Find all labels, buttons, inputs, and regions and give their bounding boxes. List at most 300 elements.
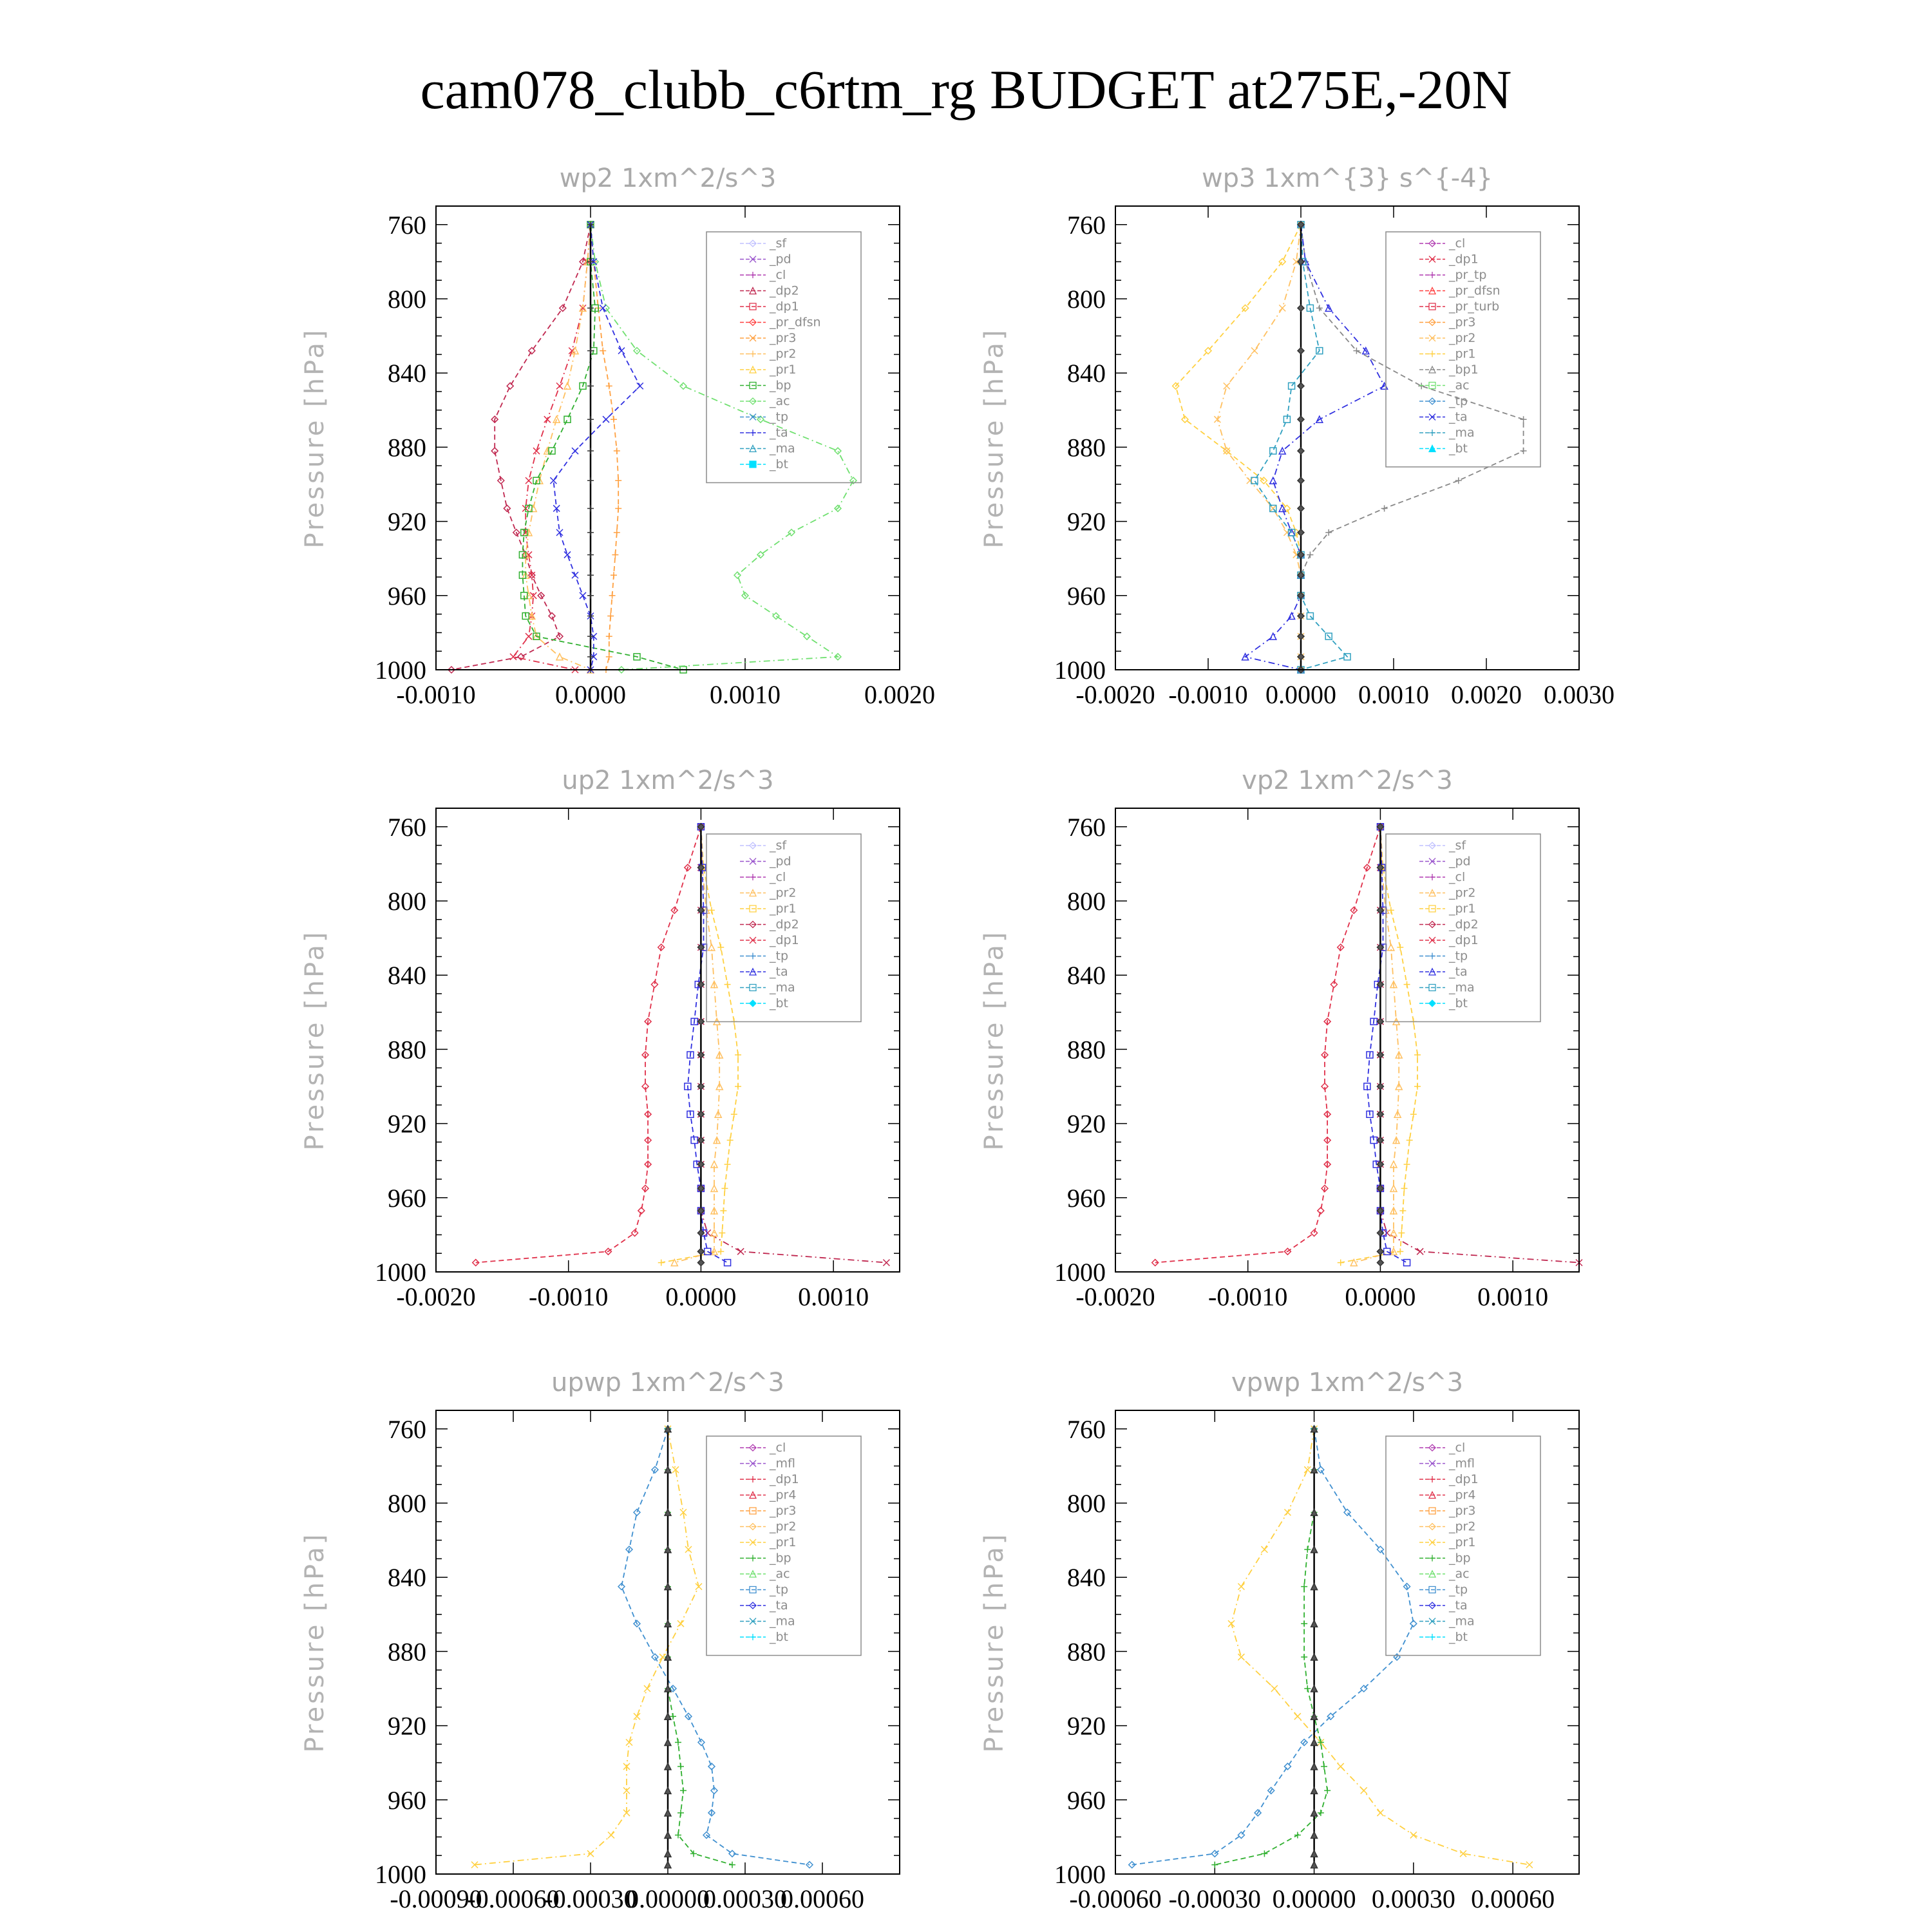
- data-point: [1301, 1584, 1307, 1590]
- data-point: [1228, 1620, 1235, 1627]
- data-point: [618, 348, 625, 354]
- legend-label: _cl: [1449, 870, 1466, 884]
- data-point: [1377, 1248, 1383, 1255]
- y-tick-label: 920: [388, 1109, 426, 1139]
- x-tick-label: 0.0010: [798, 1282, 869, 1311]
- data-point: [1307, 551, 1313, 558]
- legend-label: _ta: [770, 426, 788, 440]
- data-point: [1298, 416, 1304, 422]
- legend-label: _pr_dfsn: [1449, 283, 1501, 298]
- legend-label: _sf: [770, 838, 787, 853]
- data-point: [737, 1248, 744, 1255]
- x-tick-label: -0.0020: [1075, 680, 1155, 709]
- data-point: [734, 572, 741, 578]
- legend-label: _bt: [770, 996, 789, 1010]
- data-point: [658, 1260, 665, 1266]
- panel-title: upwp 1xm^2/s^3: [551, 1368, 784, 1397]
- legend-label: _pd: [1449, 854, 1471, 869]
- legend-label: _tp: [1449, 394, 1468, 408]
- data-point: [804, 633, 810, 639]
- x-tick-label: -0.00030: [544, 1884, 637, 1913]
- data-point: [1414, 1083, 1421, 1090]
- data-point: [564, 383, 571, 389]
- data-point: [1455, 477, 1462, 484]
- data-point: [721, 1185, 728, 1191]
- legend-label: _dp1: [770, 1472, 799, 1486]
- data-point: [1289, 612, 1295, 619]
- legend-marker: [750, 1634, 756, 1640]
- y-tick-label: 960: [388, 1183, 426, 1213]
- y-tick-label: 760: [388, 812, 426, 842]
- data-point: [564, 416, 571, 422]
- legend-label: _pd: [770, 854, 791, 869]
- series-line-pr2: [526, 225, 591, 670]
- data-point: [544, 416, 551, 422]
- data-point: [587, 305, 594, 311]
- legend-label: _ac: [770, 1567, 790, 1581]
- plot-frame: [1115, 808, 1579, 1272]
- legend-marker: [750, 351, 756, 357]
- data-point: [1381, 505, 1388, 511]
- data-point: [553, 416, 560, 422]
- series-line-pr2: [1354, 827, 1399, 1263]
- data-point: [1398, 1230, 1405, 1236]
- data-point: [1311, 1685, 1318, 1692]
- series-line-pr3: [591, 225, 618, 670]
- legend-label: _ac: [1449, 378, 1470, 393]
- legend-marker: [1429, 1634, 1435, 1640]
- x-tick-label: 0.0000: [1265, 680, 1336, 709]
- legend-label: _ma: [770, 980, 795, 995]
- data-point: [533, 448, 540, 454]
- data-point: [612, 551, 618, 558]
- legend-label: _dp1: [1449, 1472, 1479, 1486]
- plot-frame: [1115, 1410, 1579, 1874]
- x-tick-label: -0.0010: [1168, 680, 1248, 709]
- data-point: [1298, 529, 1304, 536]
- data-point: [1294, 1713, 1301, 1719]
- legend-label: _pr3: [770, 1504, 797, 1518]
- legend-label: _bp: [770, 1551, 791, 1566]
- legend-label: _ta: [1449, 1598, 1468, 1613]
- legend-label: _tp: [770, 949, 789, 963]
- data-point: [1397, 944, 1403, 951]
- chart-panel-1: [300, 164, 935, 709]
- x-tick-label: 0.00060: [1471, 1884, 1555, 1913]
- data-point: [1410, 1111, 1417, 1117]
- series-line-tp: [1132, 1429, 1414, 1865]
- legend-marker: [750, 272, 756, 278]
- data-point: [1298, 505, 1304, 511]
- legend-label: _dp1: [1449, 252, 1479, 267]
- data-point: [1247, 477, 1253, 484]
- series-line-dp1: [513, 225, 591, 670]
- legend: [1386, 232, 1540, 467]
- data-point: [1418, 383, 1425, 389]
- legend-label: _cl: [770, 870, 786, 884]
- legend-label: _pr4: [1449, 1488, 1476, 1502]
- data-point: [717, 1248, 724, 1255]
- data-point: [735, 1083, 741, 1090]
- legend-label: _pr3: [770, 331, 797, 345]
- data-point: [504, 505, 510, 511]
- series-line-bp: [522, 225, 683, 670]
- x-tick-label: -0.00030: [1168, 1884, 1261, 1913]
- data-point: [883, 1260, 889, 1266]
- data-point: [773, 612, 779, 619]
- y-tick-label: 1000: [375, 1860, 426, 1889]
- data-point: [1224, 448, 1230, 454]
- x-tick-label: 0.0010: [710, 680, 781, 709]
- data-point: [665, 1832, 671, 1839]
- x-tick-label: 0.00000: [1272, 1884, 1356, 1913]
- data-point: [615, 505, 621, 511]
- data-point: [697, 1260, 704, 1266]
- data-point: [724, 1260, 731, 1266]
- data-point: [1316, 305, 1323, 311]
- data-point: [1284, 1509, 1291, 1515]
- data-point: [835, 448, 841, 454]
- data-point: [1311, 1620, 1318, 1627]
- x-tick-label: 0.0020: [1451, 680, 1522, 709]
- data-point: [634, 1713, 640, 1719]
- x-tick-label: -0.0020: [396, 1282, 476, 1311]
- data-point: [572, 572, 578, 578]
- data-point: [587, 633, 594, 639]
- data-point: [1414, 1052, 1421, 1058]
- data-point: [705, 1230, 711, 1236]
- legend-label: _bp: [770, 378, 791, 393]
- panel-title: up2 1xm^2/s^3: [562, 766, 774, 795]
- data-point: [608, 1832, 614, 1839]
- legend-marker: [750, 953, 756, 960]
- y-tick-label: 760: [1067, 1414, 1106, 1444]
- y-tick-label: 960: [388, 581, 426, 611]
- legend-label: _pr1: [1449, 902, 1476, 916]
- y-tick-label: 920: [1067, 1109, 1106, 1139]
- data-point: [1311, 1832, 1318, 1839]
- data-point: [727, 1137, 734, 1144]
- y-tick-label: 760: [1067, 812, 1106, 842]
- x-tick-label: -0.0010: [396, 680, 476, 709]
- data-point: [1353, 348, 1359, 354]
- data-point: [665, 1850, 671, 1857]
- series-line-pr2: [674, 827, 719, 1263]
- plot-frame: [436, 206, 900, 670]
- x-tick-label: 0.00000: [626, 1884, 710, 1913]
- legend-label: _pr1: [1449, 346, 1476, 361]
- legend-label: _dp1: [1449, 933, 1479, 947]
- data-point: [665, 1739, 671, 1746]
- data-point: [1261, 1850, 1267, 1857]
- data-point: [1238, 1584, 1244, 1590]
- legend-label: _dp2: [770, 283, 799, 298]
- legend-label: _pr2: [1449, 1519, 1476, 1534]
- x-tick-label: 0.0030: [1544, 680, 1615, 709]
- data-point: [1311, 1546, 1318, 1553]
- data-point: [1311, 1654, 1318, 1660]
- y-tick-label: 920: [388, 1711, 426, 1741]
- legend-label: _dp2: [770, 917, 799, 932]
- y-tick-label: 920: [1067, 1711, 1106, 1741]
- y-tick-label: 880: [1067, 1637, 1106, 1667]
- legend-label: _cl: [1449, 236, 1466, 251]
- data-point: [731, 1111, 737, 1117]
- legend-label: _ac: [1449, 1567, 1470, 1581]
- data-point: [1384, 1230, 1390, 1236]
- data-point: [603, 416, 609, 422]
- legend-label: _pr1: [770, 363, 797, 377]
- data-point: [626, 1739, 632, 1746]
- data-point: [1238, 1654, 1244, 1660]
- data-point: [587, 592, 594, 599]
- data-point: [677, 1810, 684, 1816]
- legend-label: _ma: [1449, 980, 1475, 995]
- data-point: [1211, 1862, 1218, 1868]
- legend-label: _pr_turb: [1449, 299, 1500, 314]
- x-tick-label: 0.0000: [1345, 1282, 1416, 1311]
- data-point: [587, 505, 594, 511]
- legend-label: _dp2: [1449, 917, 1479, 932]
- data-point: [1311, 1230, 1318, 1236]
- data-point: [634, 1509, 640, 1515]
- data-point: [724, 1161, 731, 1168]
- legend-marker: [750, 1476, 756, 1482]
- data-point: [1526, 1862, 1533, 1868]
- data-point: [587, 448, 594, 454]
- legend-label: _bt: [1449, 1630, 1468, 1644]
- data-point: [606, 654, 612, 660]
- y-tick-label: 800: [388, 1489, 426, 1518]
- legend-label: _pr1: [770, 1535, 797, 1549]
- x-tick-label: 0.0010: [1477, 1282, 1549, 1311]
- data-point: [1338, 1763, 1344, 1770]
- legend-label: _pr_tp: [1449, 268, 1487, 282]
- data-point: [696, 1584, 702, 1590]
- data-point: [1261, 1546, 1267, 1553]
- data-point: [1214, 416, 1220, 422]
- data-point: [606, 383, 612, 389]
- y-tick-label: 760: [388, 1414, 426, 1444]
- data-point: [1311, 1763, 1318, 1770]
- legend-label: _bp: [1449, 1551, 1471, 1566]
- x-tick-label: 0.00060: [781, 1884, 864, 1913]
- data-point: [1301, 1620, 1307, 1627]
- legend-label: _pr2: [1449, 331, 1476, 345]
- data-point: [1377, 1260, 1383, 1266]
- y-tick-label: 880: [388, 433, 426, 462]
- series-line-pr1: [661, 827, 738, 1263]
- legend-label: _pr2: [770, 886, 797, 900]
- legend-label: _bt: [770, 457, 789, 471]
- x-tick-label: -0.0010: [1208, 1282, 1288, 1311]
- y-tick-label: 840: [1067, 1563, 1106, 1593]
- data-point: [572, 448, 578, 454]
- legend-label: _ta: [1449, 410, 1468, 424]
- data-point: [556, 383, 563, 389]
- series-line-dp2: [1380, 827, 1579, 1263]
- chart-panel-3: [300, 766, 900, 1311]
- x-tick-label: -0.00060: [1069, 1884, 1162, 1913]
- data-point: [1311, 1787, 1318, 1794]
- y-tick-label: 840: [388, 1563, 426, 1593]
- x-tick-label: 0.0000: [555, 680, 626, 709]
- data-point: [665, 1862, 671, 1868]
- y-tick-label: 920: [388, 507, 426, 536]
- legend-marker: [1429, 1000, 1435, 1007]
- data-point: [1324, 1787, 1331, 1794]
- series-line-dp1: [1155, 827, 1381, 1263]
- data-point: [1251, 348, 1258, 354]
- y-tick-label: 1000: [1054, 656, 1106, 685]
- data-point: [1279, 305, 1285, 311]
- data-point: [507, 383, 513, 389]
- series-line-pr1: [1231, 1429, 1530, 1865]
- legend-label: _ta: [770, 1598, 788, 1613]
- data-point: [717, 944, 724, 951]
- data-point: [526, 633, 532, 639]
- data-point: [677, 1763, 684, 1770]
- data-point: [1520, 448, 1527, 454]
- legend-label: _ma: [1449, 426, 1475, 440]
- y-axis-label: Pressure [hPa]: [980, 327, 1009, 549]
- y-axis-label: Pressure [hPa]: [300, 1531, 330, 1753]
- x-tick-label: -0.00090: [390, 1884, 482, 1913]
- legend-marker: [1429, 1555, 1435, 1562]
- data-point: [637, 383, 643, 389]
- data-point: [1520, 416, 1527, 422]
- data-point: [526, 477, 532, 484]
- legend-label: _cl: [770, 1441, 786, 1455]
- y-tick-label: 1000: [375, 1258, 426, 1287]
- legend-label: _mfl: [1449, 1456, 1475, 1471]
- data-point: [1270, 633, 1276, 639]
- y-axis-label: Pressure [hPa]: [980, 1531, 1009, 1753]
- data-point: [720, 1208, 726, 1214]
- chart-panel-6: [980, 1368, 1579, 1913]
- y-tick-label: 960: [388, 1785, 426, 1815]
- y-tick-label: 960: [1067, 1183, 1106, 1213]
- legend-marker: [750, 430, 756, 436]
- data-point: [1224, 383, 1230, 389]
- panel-title: wp2 1xm^2/s^3: [559, 164, 777, 193]
- data-point: [1298, 383, 1304, 389]
- y-tick-label: 760: [1067, 210, 1106, 240]
- series-line-ta: [688, 827, 728, 1263]
- data-point: [697, 1248, 704, 1255]
- y-tick-label: 920: [1067, 507, 1106, 536]
- data-point: [665, 1787, 671, 1794]
- data-point: [644, 1685, 650, 1692]
- x-tick-label: -0.0010: [529, 1282, 609, 1311]
- y-axis-label: Pressure [hPa]: [980, 929, 1009, 1151]
- plot-frame: [1115, 206, 1579, 670]
- figure-title: cam078_clubb_c6rtm_rg BUDGET at275E,-20N: [420, 59, 1512, 120]
- y-tick-label: 840: [1067, 359, 1106, 388]
- data-point: [587, 654, 594, 660]
- series-line-dp2: [451, 225, 591, 670]
- y-tick-label: 840: [1067, 961, 1106, 990]
- data-point: [611, 416, 617, 422]
- y-tick-label: 1000: [1054, 1860, 1106, 1889]
- legend-label: _pd: [770, 252, 791, 267]
- x-tick-label: 0.0010: [1358, 680, 1429, 709]
- legend: [706, 232, 861, 483]
- data-point: [632, 1230, 638, 1236]
- y-tick-label: 840: [388, 961, 426, 990]
- legend-label: _pr1: [770, 902, 797, 916]
- legend-marker: [750, 1000, 756, 1007]
- y-axis-label: Pressure [hPa]: [300, 327, 330, 549]
- legend-label: _pr4: [770, 1488, 797, 1502]
- data-point: [665, 1810, 671, 1816]
- plot-frame: [436, 808, 900, 1272]
- y-tick-label: 800: [388, 285, 426, 314]
- legend-marker: [1429, 874, 1435, 880]
- legend-label: _cl: [770, 268, 786, 282]
- legend-marker: [1429, 351, 1435, 357]
- y-tick-label: 1000: [375, 656, 426, 685]
- data-point: [729, 1862, 735, 1868]
- data-point: [614, 448, 620, 454]
- data-point: [680, 1787, 687, 1794]
- legend-label: _bp1: [1449, 363, 1479, 377]
- data-point: [677, 1620, 684, 1627]
- legend-label: _bt: [770, 1630, 789, 1644]
- legend-label: _bt: [1449, 996, 1468, 1010]
- y-tick-label: 800: [1067, 887, 1106, 916]
- legend-label: _ma: [770, 1614, 795, 1629]
- data-point: [1311, 1850, 1318, 1857]
- data-point: [1284, 1763, 1291, 1770]
- data-point: [530, 505, 536, 511]
- data-point: [1404, 981, 1410, 988]
- data-point: [719, 1230, 725, 1236]
- legend-label: _pr2: [770, 1519, 797, 1534]
- data-point: [1404, 1161, 1410, 1168]
- data-point: [606, 633, 612, 639]
- legend-label: _pr3: [1449, 315, 1476, 330]
- legend-label: _tp: [1449, 1582, 1468, 1597]
- legend-marker: [750, 874, 756, 880]
- data-point: [1271, 1685, 1278, 1692]
- legend-label: _pr2: [1449, 886, 1476, 900]
- legend-label: _pr1: [1449, 1535, 1476, 1549]
- data-point: [1311, 1862, 1318, 1868]
- chart-panel-5: [300, 1368, 900, 1913]
- legend-label: _pr3: [1449, 1504, 1476, 1518]
- data-point: [587, 383, 594, 389]
- data-point: [1298, 348, 1304, 354]
- data-point: [1311, 1739, 1318, 1746]
- legend-label: _dp1: [770, 299, 799, 314]
- data-point: [1417, 1248, 1423, 1255]
- y-tick-label: 880: [1067, 433, 1106, 462]
- x-tick-label: -0.00060: [467, 1884, 560, 1913]
- data-point: [698, 1739, 705, 1746]
- legend-label: _pr_dfsn: [770, 315, 821, 330]
- legend-label: _bt: [1449, 441, 1468, 456]
- series-line-ta: [1367, 827, 1407, 1263]
- data-point: [614, 529, 620, 536]
- series-line-bp: [1215, 1429, 1327, 1865]
- data-point: [615, 477, 621, 484]
- data-point: [1304, 1685, 1311, 1692]
- y-tick-label: 800: [1067, 285, 1106, 314]
- panel-title: vp2 1xm^2/s^3: [1242, 766, 1453, 795]
- legend-label: _cl: [1449, 1441, 1466, 1455]
- data-point: [675, 1739, 681, 1746]
